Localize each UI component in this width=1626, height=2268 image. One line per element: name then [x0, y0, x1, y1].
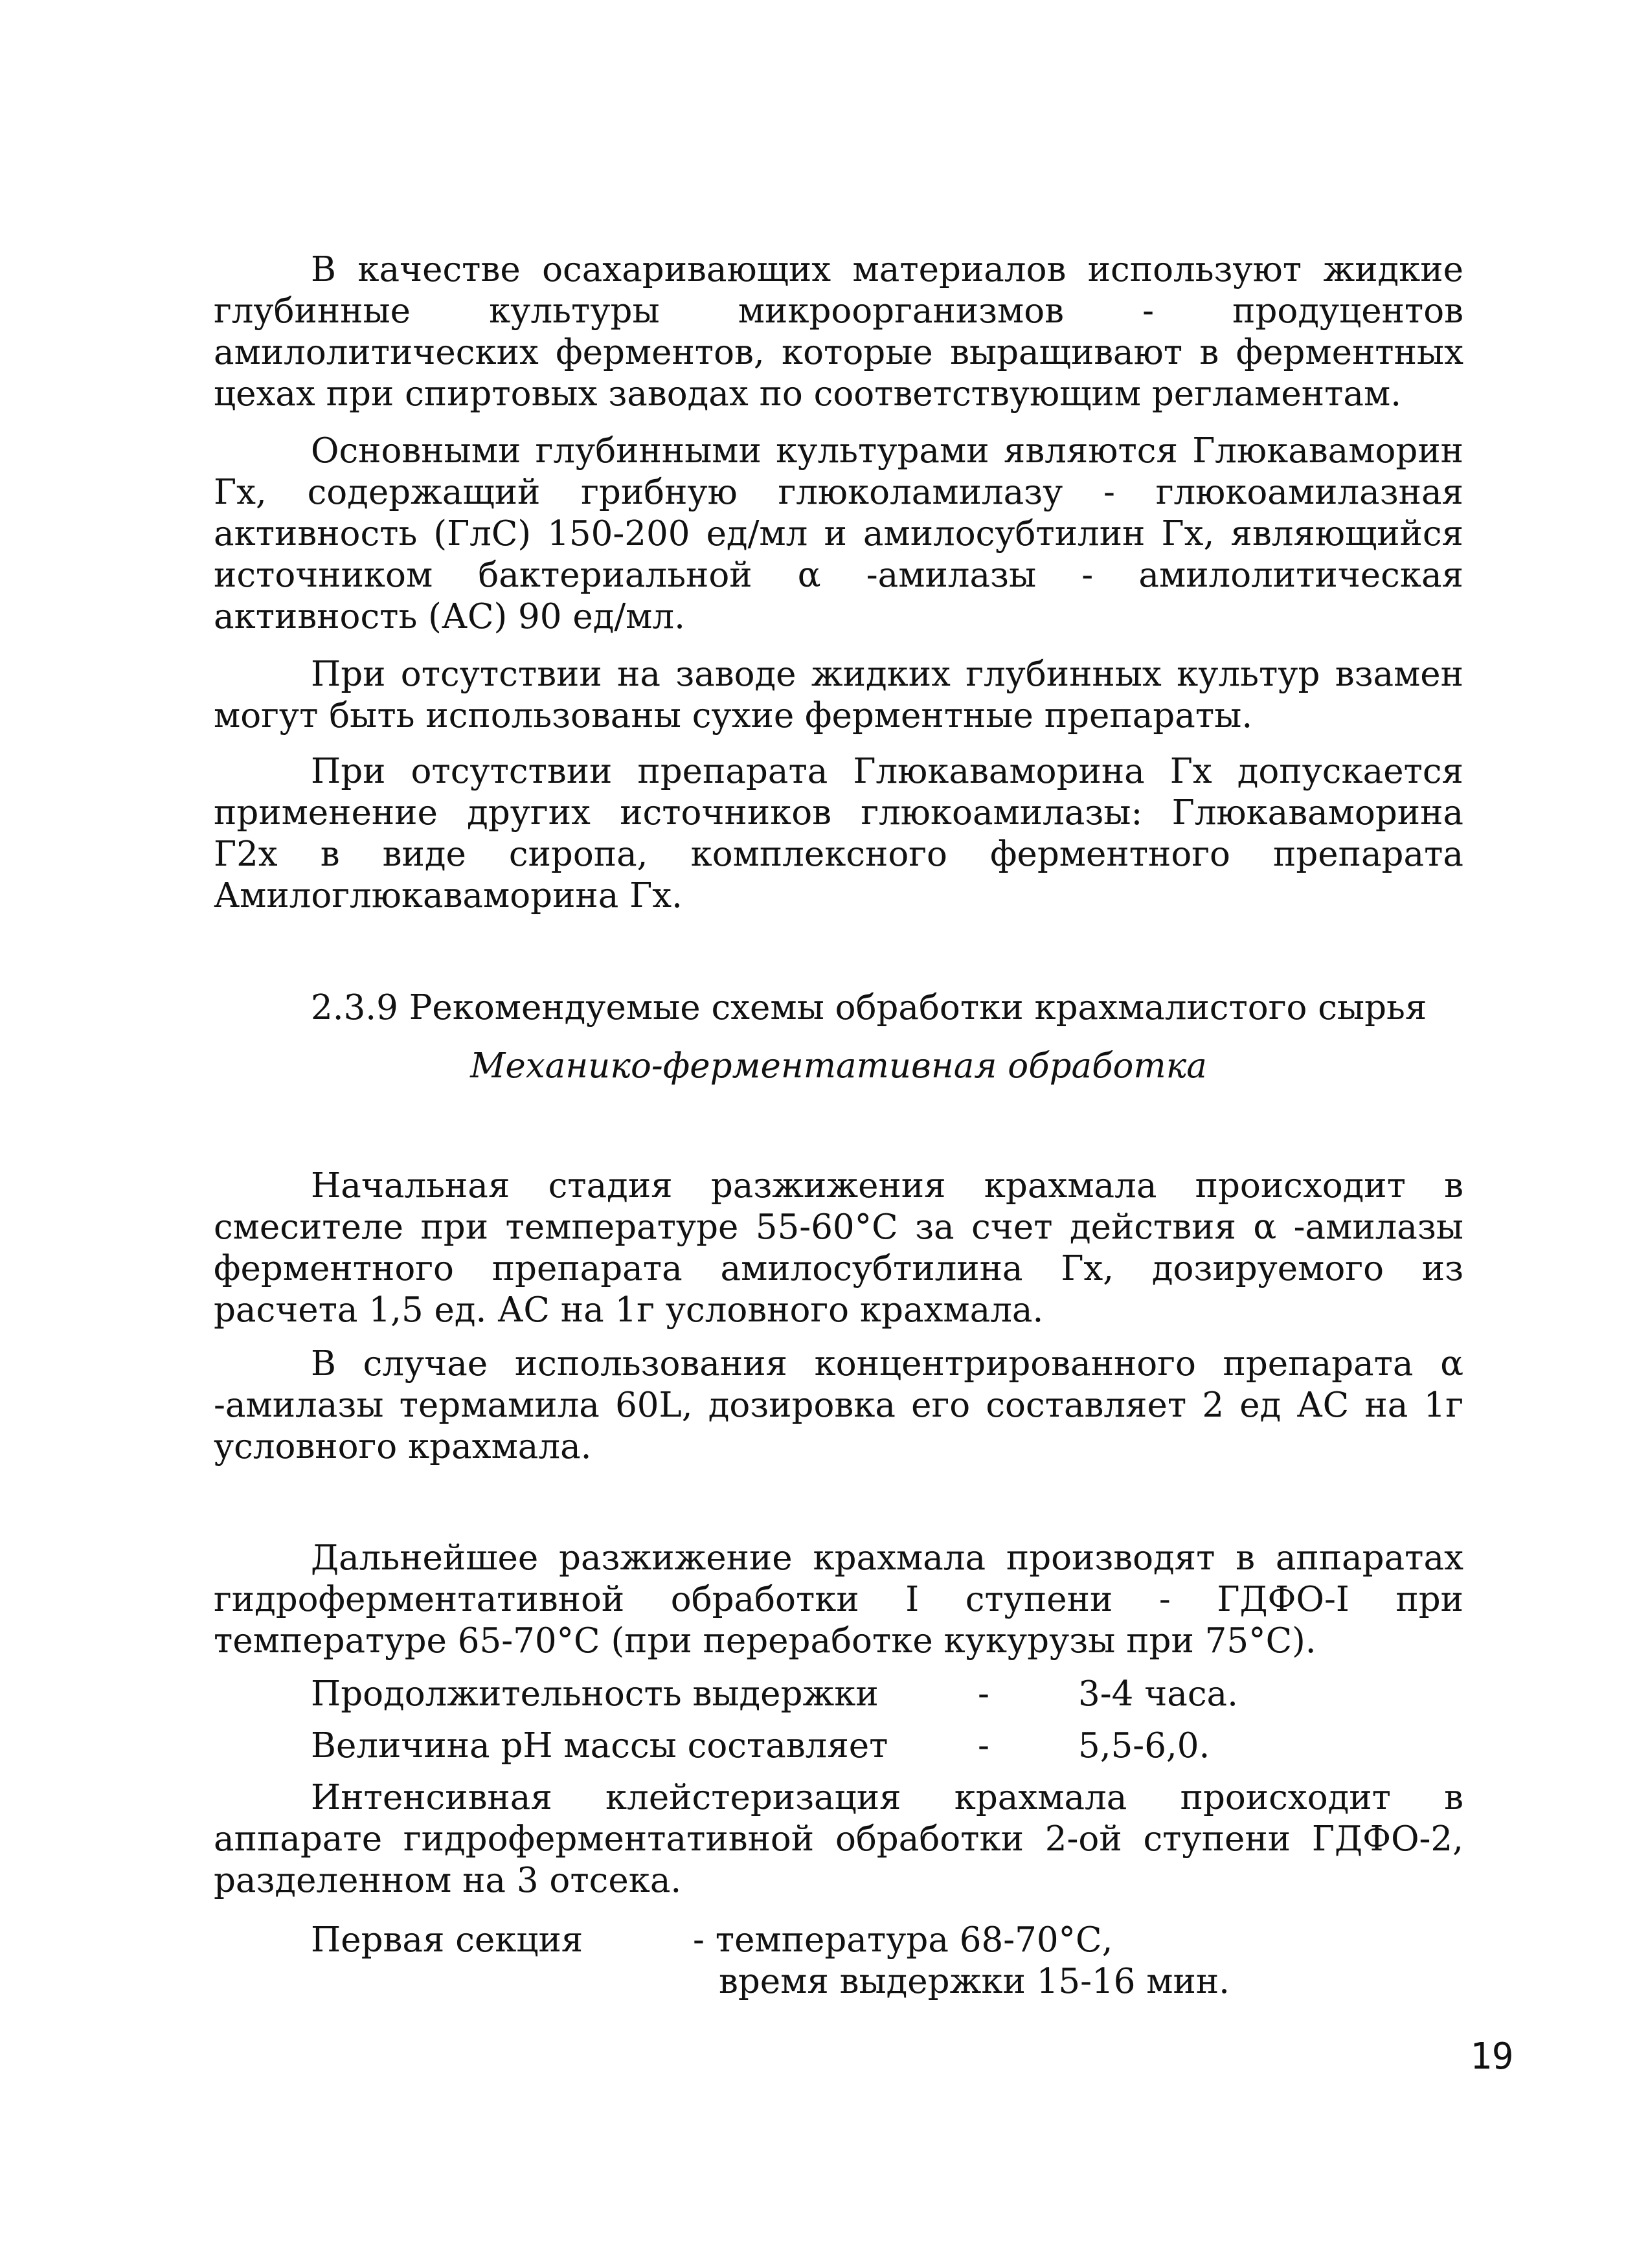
ph-label: Величина рН массы составляет	[311, 1726, 888, 1766]
paragraph-gelatinization: Интенсивная клейстеризация крахмала происходит в аппарате гидроферментативной обработки 2-ой ступени ГДФО-2, разделенном на 3 отсека.	[214, 1778, 1463, 1900]
duration-dash: -	[978, 1674, 989, 1714]
paragraph-further-liquefaction: Дальнейшее разжижение крахмала производят в аппаратах гидроферментативной обработки I ступени - ГДФО-I при температуре 65-70°С (при переработке кукурузы при 75°С).	[214, 1538, 1463, 1661]
ph-dash: -	[978, 1726, 989, 1766]
first-section-label: Первая секция	[311, 1920, 583, 1960]
duration-value: 3-4 часа.	[1078, 1674, 1238, 1714]
paragraph-main-cultures: Основными глубинными культурами являются Глюкаваморин Гх, содержащий грибную глюколамилазу - глюкоамилазная активность (ГлС) 150-200 ед/мл и амилосубтилин Гх, являющийся источником бактериальной α -амилазы - амилолитическая активность (АС) 90 ед/мл.	[214, 431, 1463, 636]
paragraph-termamyl: В случае использования концентрированного препарата α -амилазы термамила 60L, дозировка его составляет 2 ед АС на 1г условного крахмала.	[214, 1344, 1463, 1466]
page-number: 19	[1470, 2036, 1514, 2078]
duration-label: Продолжительность выдержки	[311, 1674, 879, 1714]
paragraph-dry-preparations: При отсутствии на заводе жидких глубинных культур взамен могут быть использованы сухие ферментные препараты.	[214, 655, 1463, 735]
first-section-temperature: - температура 68-70°С,	[693, 1920, 1113, 1960]
paragraph-initial-liquefaction: Начальная стадия разжижения крахмала происходит в смесителе при температуре 55-60°С за счет действия α -амилазы ферментного препарата амилосубтилина Гх, дозируемого из расчета 1,5 ед. АС на 1г условного крахмала.	[214, 1166, 1463, 1330]
paragraph-saccharifying-materials: В качестве осахаривающих материалов используют жидкие глубинные культуры микроорганизмов - продуцентов амилолитических ферментов, которые выращивают в ферментных цехах при спиртовых заводах по соответствующим регламентам.	[214, 250, 1463, 414]
section-subheading: Механико-ферментативная обработка	[470, 1046, 1207, 1086]
paragraph-other-sources: При отсутствии препарата Глюкаваморина Гх допускается применение других источников глюкоамилазы: Глюкаваморина Г2х в виде сиропа, комплексного ферментного препарата Амилоглюкаваморина Гх.	[214, 752, 1463, 915]
first-section-hold-time: время выдержки 15-16 мин.	[719, 1962, 1230, 2001]
section-heading: 2.3.9 Рекомендуемые схемы обработки крахмалистого сырья	[311, 988, 1427, 1027]
ph-value: 5,5-6,0.	[1078, 1726, 1210, 1766]
